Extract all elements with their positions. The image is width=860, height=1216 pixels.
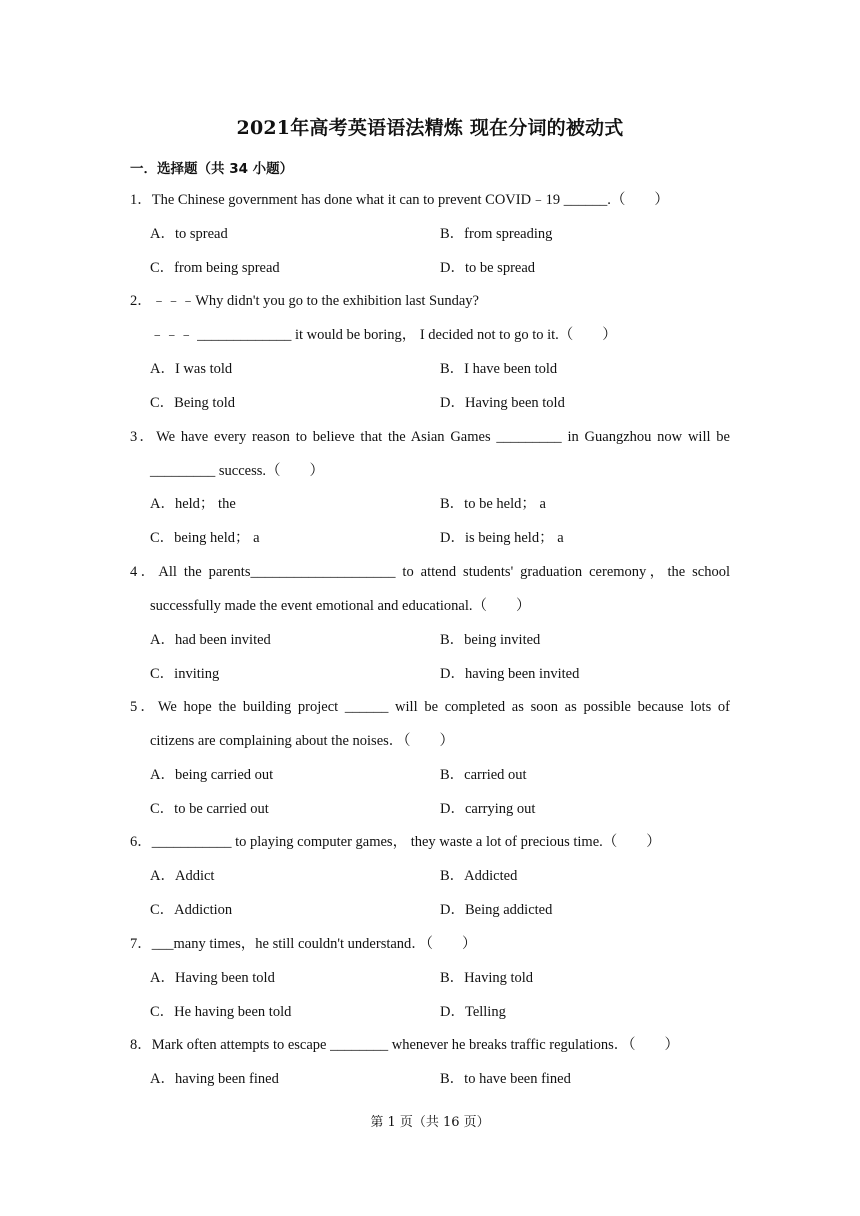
option-a: A．Having been told [150, 970, 275, 986]
question-2-options [150, 352, 730, 420]
option-b: B．to have been fined [440, 1071, 571, 1087]
option-a: A．I was told [150, 361, 233, 377]
question-3 [130, 420, 730, 488]
option-c: C．Being told [150, 395, 235, 411]
option-a: A．held； the [150, 496, 236, 512]
document-title: 2021年高考英语语法精炼 现在分词的被动式 [236, 117, 624, 139]
question-5-options [150, 758, 730, 826]
question-stem: 7．___many times，he still couldn't understand．（ ） [130, 936, 477, 952]
question-stem: 5．We hope the building project ______ will be completed as soon as possible because lots of [130, 699, 730, 715]
question-stem: 4．All the parents____________________ to attend students' graduation ceremony，the school [130, 564, 730, 580]
option-b: B．being invited [440, 632, 541, 648]
question-stem-continued: ﹣﹣﹣ _____________ it would be boring， I decided not to go to it.（ ） [150, 327, 617, 343]
option-c: C．from being spread [150, 260, 280, 276]
question-4 [130, 555, 730, 623]
option-c: C．being held； a [150, 530, 260, 546]
question-8-options [150, 1062, 730, 1096]
option-b: B．to be held； a [440, 496, 546, 512]
question-7-options [150, 961, 730, 1029]
question-1 [130, 183, 730, 217]
option-c: C．to be carried out [150, 801, 269, 817]
question-3-options [150, 487, 730, 555]
question-stem-continued: _________ success.（ ） [150, 463, 324, 479]
option-a: A．having been fined [150, 1071, 279, 1087]
option-a: A．had been invited [150, 632, 271, 648]
section-header: 一．选择题（共 34 小题） [130, 161, 294, 177]
option-d: D．Having been told [440, 395, 565, 411]
option-c: C．He having been told [150, 1004, 292, 1020]
option-a: A．Addict [150, 868, 215, 884]
option-d: D．Being addicted [440, 902, 553, 918]
option-d: D．carrying out [440, 801, 536, 817]
question-6 [130, 825, 730, 859]
question-2 [130, 284, 730, 352]
option-b: B．from spreading [440, 226, 553, 242]
question-stem: 8．Mark often attempts to escape ________ whenever he breaks traffic regulations．（ ） [130, 1037, 679, 1053]
option-b: B．carried out [440, 767, 527, 783]
question-6-options [150, 859, 730, 927]
option-b: B．I have been told [440, 361, 558, 377]
option-c: C．Addiction [150, 902, 233, 918]
option-d: D．to be spread [440, 260, 536, 276]
question-stem-continued: successfully made the event emotional and educational.（ ） [150, 598, 531, 614]
question-8 [130, 1028, 730, 1062]
option-d: D．is being held； a [440, 530, 564, 546]
question-stem: 3．We have every reason to believe that the Asian Games _________ in Guangzhou now will be [130, 429, 730, 445]
option-c: C．inviting [150, 666, 220, 682]
option-d: D．having been invited [440, 666, 580, 682]
option-b: B．Addicted [440, 868, 518, 884]
question-stem: 2．﹣﹣﹣Why didn't you go to the exhibition last Sunday? [130, 293, 479, 309]
question-4-options [150, 623, 730, 691]
option-d: D．Telling [440, 1004, 506, 1020]
question-1-options [150, 217, 730, 285]
question-stem: 6．___________ to playing computer games， they waste a lot of precious time.（ ） [130, 834, 661, 850]
question-stem: 1．The Chinese government has done what it can to prevent COVID﹣19 ______.（ ） [130, 192, 669, 208]
option-a: A．to spread [150, 226, 228, 242]
question-stem-continued: citizens are complaining about the noises．（ ） [150, 733, 455, 749]
option-a: A．being carried out [150, 767, 274, 783]
question-7 [130, 927, 730, 961]
question-5 [130, 690, 730, 758]
option-b: B．Having told [440, 970, 534, 986]
page-footer: 第 1 页（共 16 页） [370, 1115, 490, 1130]
